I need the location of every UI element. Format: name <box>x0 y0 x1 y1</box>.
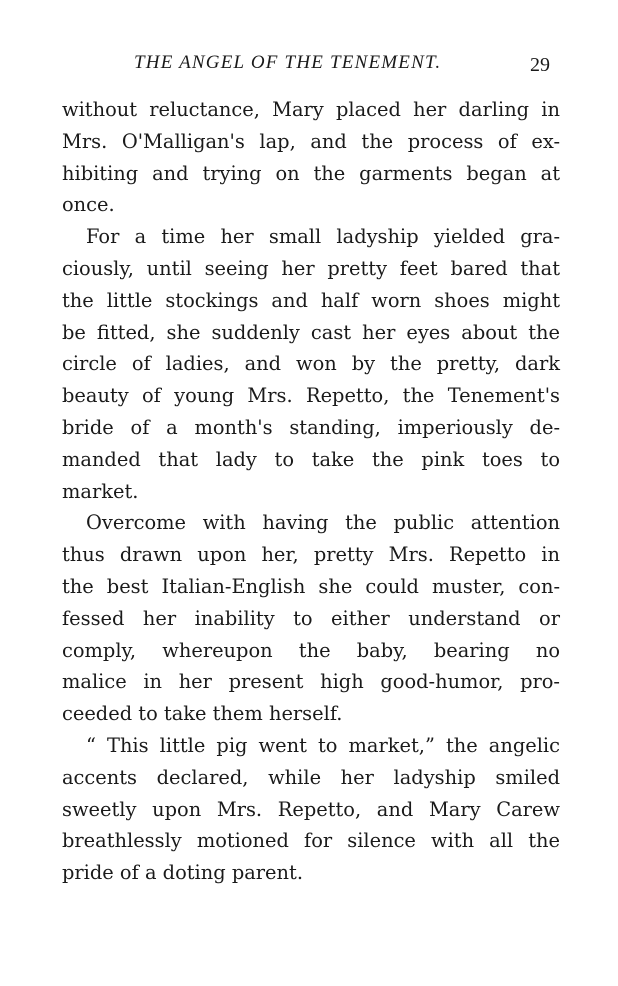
text-line: bride of a month's standing, imperiously de- <box>62 415 560 439</box>
text-line: circle of ladies, and won by the pretty, dark <box>62 352 560 376</box>
text-line: the best Italian-English she could muster, con- <box>62 574 560 598</box>
text-line: once. <box>62 193 115 217</box>
text-line: sweetly upon Mrs. Repetto, and Mary Carew <box>62 797 560 821</box>
text-line: Mrs. O'Malligan's lap, and the process of ex- <box>62 129 560 153</box>
page-number: 29 <box>530 54 550 76</box>
text-line: the little stockings and half worn shoes might <box>62 288 560 312</box>
text-line: accents declared, while her ladyship smiled <box>62 765 560 789</box>
text-line: be fitted, she suddenly cast her eyes about the <box>62 320 560 344</box>
text-line: beauty of young Mrs. Repetto, the Tenement's <box>62 384 560 408</box>
running-head: THE ANGEL OF THE TENEMENT. <box>134 52 442 73</box>
text-line: manded that lady to take the pink toes to <box>62 447 560 471</box>
text-line: ceeded to take them herself. <box>62 702 343 726</box>
text-line: thus drawn upon her, pretty Mrs. Repetto in <box>62 543 560 567</box>
text-line: market. <box>62 479 139 503</box>
text-line: pride of a doting parent. <box>62 861 303 885</box>
text-line: without reluctance, Mary placed her darling in <box>62 98 560 121</box>
body-text <box>62 94 560 889</box>
text-line: comply, whereupon the baby, bearing no <box>62 638 560 662</box>
text-line: breathlessly motioned for silence with all the <box>62 829 560 853</box>
paragraph-start-line: “ This little pig went to market,” the angelic <box>86 733 560 757</box>
paragraph-start-line: Overcome with having the public attention <box>86 511 560 535</box>
text-line: malice in her present high good-humor, pro- <box>62 670 560 694</box>
text-line: ciously, until seeing her pretty feet bared that <box>62 256 560 280</box>
paragraph-start-line: For a time her small ladyship yielded gra- <box>86 225 560 249</box>
text-line: hibiting and trying on the garments began at <box>62 161 560 185</box>
text-line: fessed her inability to either understand or <box>62 606 560 630</box>
